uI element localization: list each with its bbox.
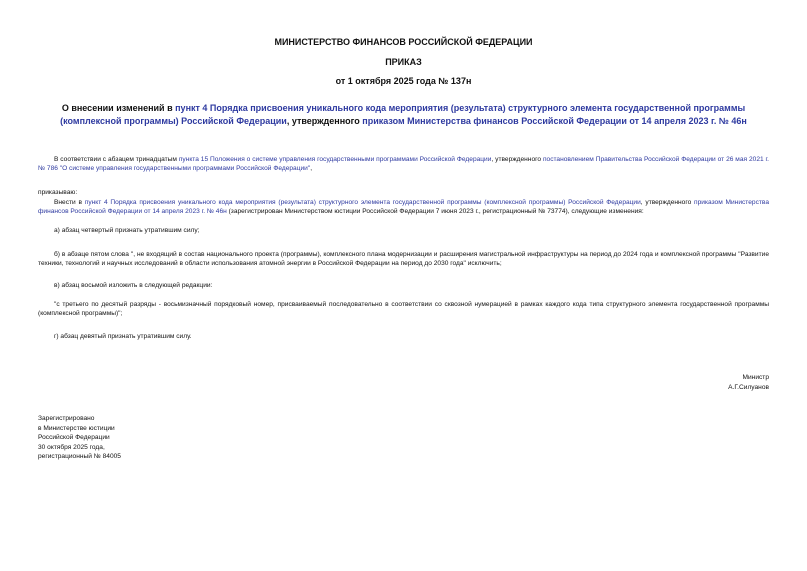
title-link-procedure[interactable]: пункт 4 Порядка присвоения уникального кода мероприятия (результата) структурного элемента государственной программы (комплексной программы) Российской Федерации <box>60 103 746 126</box>
paragraph-new-text: "с третьего по десятый разряды - восьмизначный порядковый номер, присваиваемый последовательно в соответствии со сквозной нумерацией в рамках каждого кода типа структурного элемента государственной программы (комплексной программы)"; <box>38 301 769 318</box>
link-government-decree[interactable]: постановлением Правительства Российской Федерации от 26 мая 2021 г. № 786 "О системе управления государственными программами Российской Федерации" <box>38 156 769 173</box>
title-text: О внесении изменений в <box>61 103 176 113</box>
paragraph-text: , <box>310 165 313 173</box>
title-text: , утвержденного <box>286 116 363 126</box>
paragraph-order: приказываю: <box>38 189 78 196</box>
paragraph-b: б) в абзаце пятом слова ", не входящий в состав национального проекта (программы), комплексного плана модернизации и расширения магистральной инфраструктуры на период до 2024 года и комплексной программы "Развитие техники, технологий и научных исследований в области использования атомной энергии в Российской Федерации на период до 2030 года" исключить; <box>38 251 769 268</box>
title-link-order[interactable]: приказом Министерства финансов Российской Федерации от 14 апреля 2023 г. № 46н <box>362 116 747 126</box>
link-minfin-order[interactable]: приказом Министерства финансов Российской Федерации от 14 апреля 2023 г. № 46н <box>38 199 769 216</box>
paragraph-a: а) абзац четвертый признать утратившим силу; <box>54 227 200 234</box>
paragraph-text: , утвержденного <box>491 156 543 163</box>
registration-line: Зарегистрировано <box>38 415 95 422</box>
paragraph-basis <box>38 155 769 174</box>
paragraph-c: в) абзац восьмой изложить в следующей редакции: <box>54 282 213 289</box>
paragraph-text: , утвержденного <box>640 199 695 206</box>
registration-line: Российской Федерации <box>38 434 110 442</box>
paragraph-text: В соответствии с абзацем тринадцатым <box>54 156 179 163</box>
registration-line: регистрационный № 84005 <box>38 453 121 461</box>
paragraph-text: Внести в <box>54 199 85 206</box>
order-title <box>60 102 747 128</box>
registration-line: 30 октября 2025 года, <box>38 443 105 451</box>
link-regulation-point[interactable]: пункта 15 Положения о системе управления государственными программами Российской Федерации <box>178 156 492 163</box>
paragraph-text: (зарегистрирован Министерством юстиции Российской Федерации 7 июня 2023 г., регистрационный № 73774), следующие изменения: <box>226 208 644 216</box>
paragraph-d: г) абзац девятый признать утратившим силу. <box>54 333 192 340</box>
signature-name: А.Г.Силуанов <box>728 384 769 391</box>
doc-type-heading: ПРИКАЗ <box>385 57 422 67</box>
registration-block <box>38 414 121 462</box>
link-procedure-point[interactable]: пункт 4 Порядка присвоения уникального кода мероприятия (результата) структурного элемента государственной программы (комплексной программы) Российской Федерации <box>84 199 641 206</box>
paragraph-amend <box>38 198 769 217</box>
registration-line: в Министерстве юстиции <box>38 424 115 432</box>
signature-position: Министр <box>742 374 769 381</box>
ministry-heading: МИНИСТЕРСТВО ФИНАНСОВ РОССИЙСКОЙ ФЕДЕРАЦИИ <box>274 37 533 47</box>
date-number: от 1 октября 2025 года № 137н <box>335 76 472 86</box>
